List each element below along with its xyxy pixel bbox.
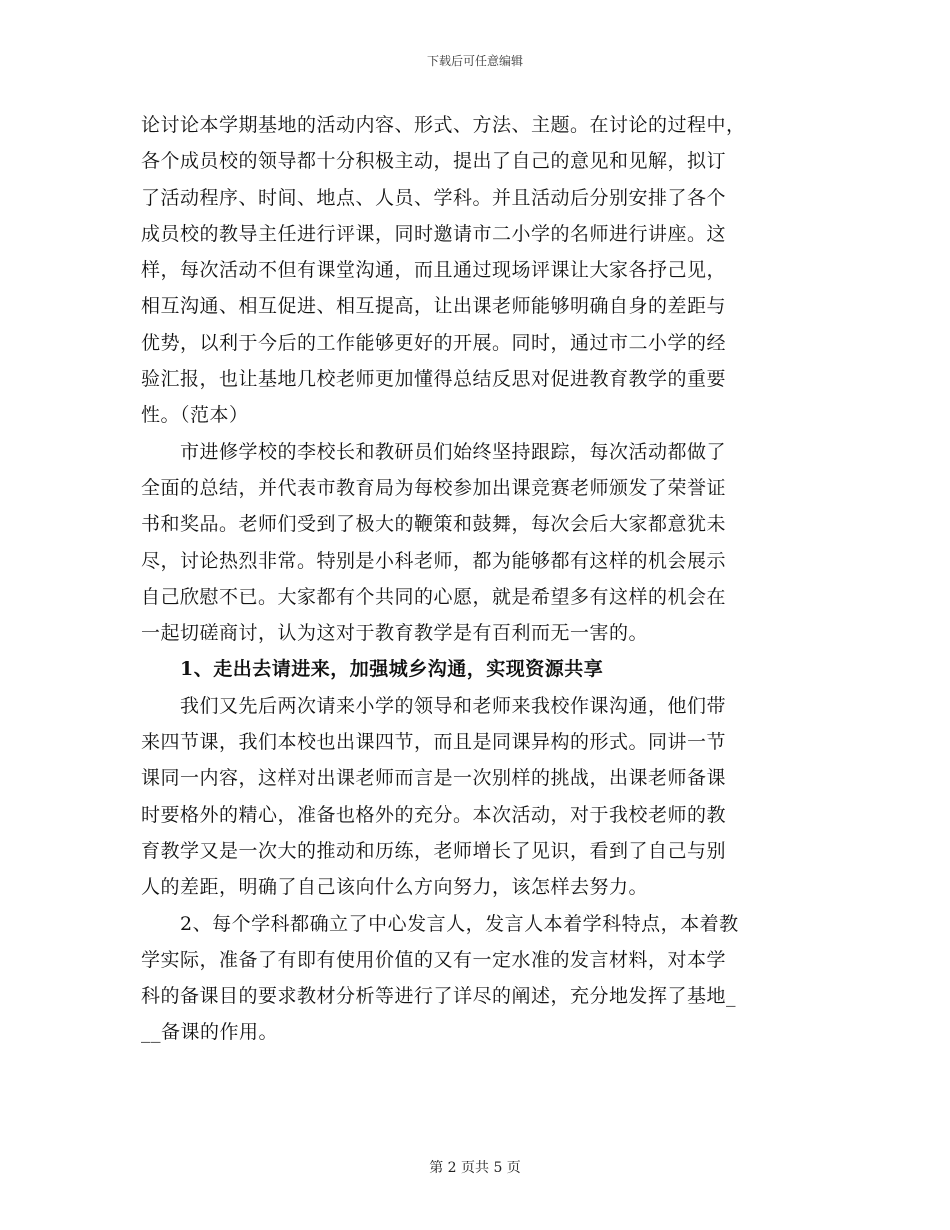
text-line: 优势，以利于今后的工作能够更好的开展。同时，通过市二小学的经 (141, 331, 727, 354)
document-body (141, 107, 811, 1051)
text-line: 尽，讨论热烈非常。特别是小科老师，都为能够都有这样的机会展示 (141, 549, 727, 572)
heading-text: 1、走出去请进来，加强城乡沟通，实现资源共享 (141, 658, 604, 681)
text-line: 全面的总结，并代表市教育局为每校参加出课竞赛老师颁发了荣誉证 (141, 476, 727, 499)
text-line: 来四节课，我们本校也出课四节，而且是同课异构的形式。同讲一节 (141, 731, 727, 754)
text-line: 育教学又是一次大的推动和历练，老师增长了见识，看到了自己与别 (141, 839, 727, 862)
page-header: 下载后可任意编辑 (426, 54, 523, 68)
text-line: 书和奖品。老师们受到了极大的鞭策和鼓舞，每次会后大家都意犹未 (141, 513, 727, 536)
text-line: 论讨论本学期基地的活动内容、形式、方法、主题。在讨论的过程中， (141, 114, 746, 136)
paragraph (141, 688, 811, 906)
paragraph (141, 906, 811, 1051)
text-line: 各个成员校的领导都十分积极主动，提出了自己的意见和见解，拟订 (141, 150, 727, 173)
text-line: 验汇报，也让基地几校老师更加懂得总结反思对促进教育教学的重要 (141, 368, 727, 391)
text-line: 人的差距，明确了自己该向什么方向努力，该怎样去努力。 (141, 876, 649, 899)
section-heading (141, 651, 811, 687)
paragraph (141, 107, 811, 434)
text-line: 课同一内容，这样对出课老师而言是一次别样的挑战，出课老师备课 (141, 767, 727, 790)
text-line: 性。（范本） (141, 404, 249, 427)
text-line: 时要格外的精心，准备也格外的充分。本次活动，对于我校老师的教 (141, 803, 727, 826)
text-line: 自己欣慰不已。大家都有个共同的心愿，就是希望多有这样的机会在 (141, 585, 727, 608)
text-line: 学实际，准备了有即有使用价值的又有一定水准的发言材料，对本学 (141, 948, 727, 971)
text-line: 相互沟通、相互促进、相互提高，让出课老师能够明确自身的差距与 (141, 295, 727, 318)
text-line: 一起切磋商讨，认为这对于教育教学是有百利而无一害的。 (141, 622, 649, 645)
text-line: 了活动程序、时间、地点、人员、学科。并且活动后分别安排了各个 (141, 186, 727, 209)
page-number: 第 2 页共 5 页 (429, 1160, 521, 1176)
text-line: 我们又先后两次请来小学的领导和老师来我校作课沟通，他们带 (141, 694, 727, 717)
text-line: 科的备课目的要求教材分析等进行了详尽的阐述，充分地发挥了基地_ (141, 985, 737, 1008)
paragraph (141, 434, 811, 652)
text-line: __备课的作用。 (141, 1021, 279, 1044)
text-line: 样，每次活动不但有课堂沟通，而且通过现场评课让大家各抒己见， (141, 259, 727, 282)
text-line: 2、每个学科都确立了中心发言人，发言人本着学科特点，本着教 (141, 912, 739, 935)
text-line: 成员校的教导主任进行评课，同时邀请市二小学的名师进行讲座。这 (141, 222, 727, 245)
text-line: 市进修学校的李校长和教研员们始终坚持跟踪，每次活动都做了 (141, 440, 727, 463)
